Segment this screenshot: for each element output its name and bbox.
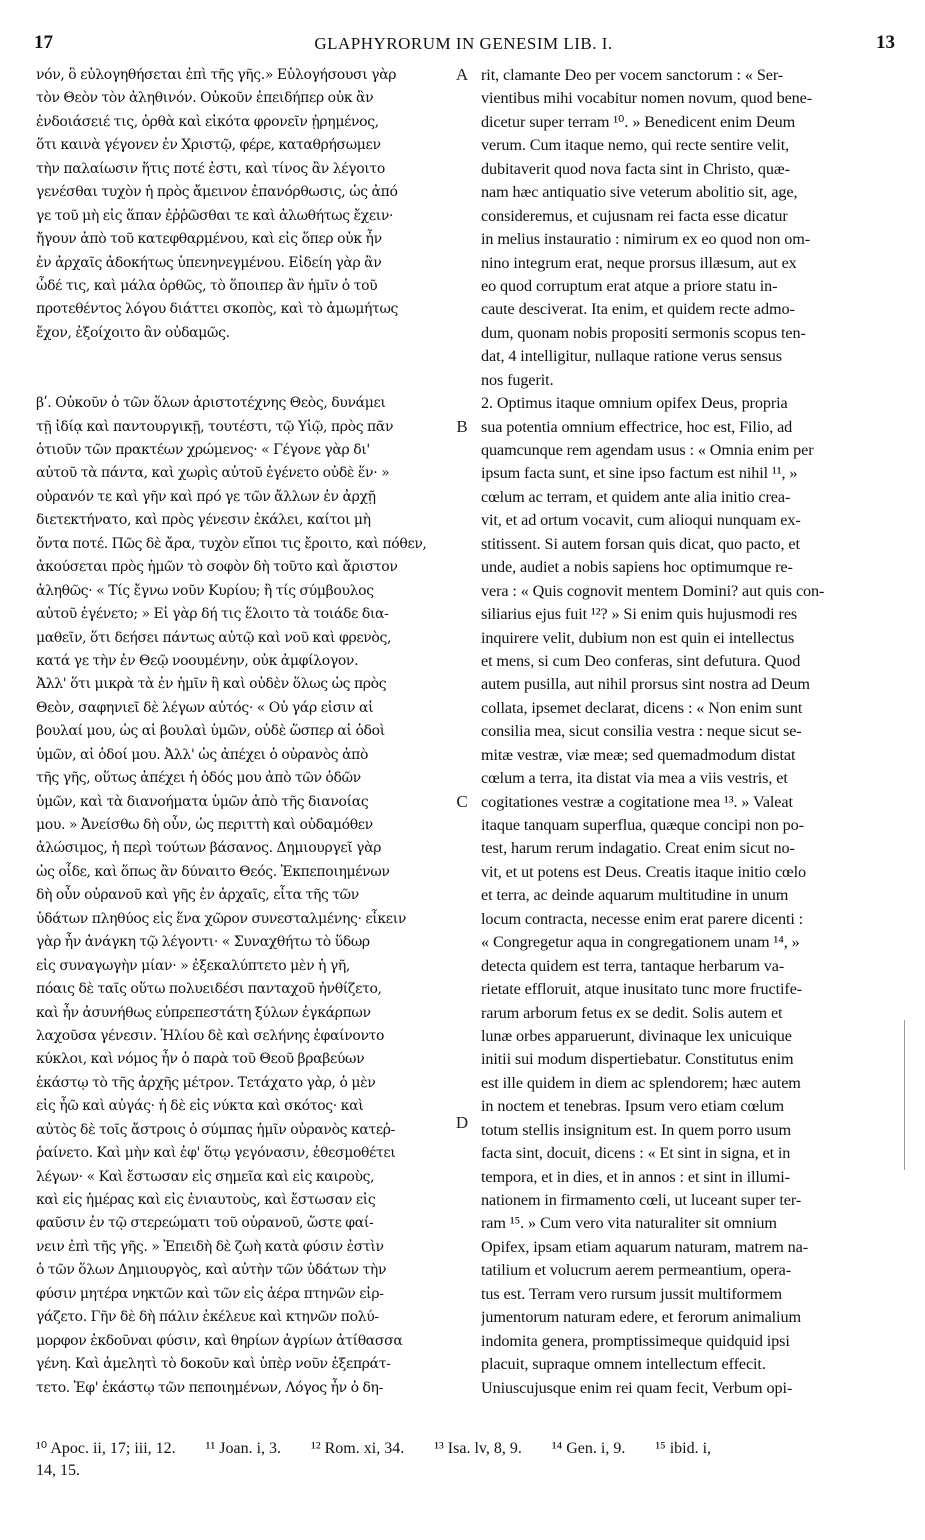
greek-text-line: βουλαί μου, ὡς αἱ βουλαὶ ὑμῶν, οὐδὲ ὥσπερ αἱ ὁδοὶ (36, 723, 385, 740)
greek-column (36, 64, 456, 1400)
latin-text-line: rit, clamante Deo per vocem sanctorum : « Ser- (481, 66, 784, 84)
greek-text-line: ῥαίνετο. Καὶ μὴν καὶ ἐφ' ὅτῳ γεγόνασιν, ἐθεσμοθέτει (36, 1145, 396, 1162)
greek-text-line: αὐτοῦ ἐγένετο; » Εἰ γὰρ δή τις ἕλοιτο τὰ τοιάδε δια- (36, 606, 389, 623)
latin-text-line: ipsum facta sunt, et sine ipso factum est nihil ¹¹, » (481, 464, 798, 483)
latin-text-line: unde, audiet a nobis sapiens hoc optimumque re- (481, 558, 793, 577)
latin-text-line: cœlum ac terram, et quidem ante alia initio crea- (481, 487, 791, 506)
latin-text-line: et mens, si cum Deo conferas, sint defutura. Quod (481, 651, 801, 670)
greek-text-line: τὴν παλαίωσιν ἥτις ποτέ ἐστι, καὶ τίνος ἂν λέγοιτο (36, 160, 385, 177)
footnote: 14, 15. (36, 1462, 80, 1479)
footnote: ¹⁵ ibid. i, (655, 1440, 712, 1457)
margin-letter-c: C (456, 792, 468, 811)
greek-text-line: λαχοῦσα γένεσιν. Ἡλίου δὲ καὶ σελήνης ἐφαίνοντο (36, 1027, 385, 1044)
greek-text-line: προτεθέντος λόγου διάττει σκοπὸς, καὶ τὸ ἀμωμήτως (36, 301, 399, 318)
greek-text-line: ἔχον, ἐξοίχοιτο ἂν οὐδαμῶς. (36, 324, 230, 341)
greek-text-line: γάζετο. Γῆν δὲ δὴ πάλιν ἐκέλευε καὶ κτηνῶν πολύ- (36, 1309, 379, 1326)
greek-text-line: ὑδάτων πληθύος εἰς ἕνα χῶρον συνεσταλμένης· εἶκειν (36, 910, 407, 927)
latin-text-line: est ille quidem in diem ac splendorem; hæc autem (481, 1073, 801, 1092)
latin-text-line: dum, quonam nobis propositi sermonis scopus ten- (481, 323, 806, 342)
latin-text-line: rarum arborum fetus ex se dedit. Solis autem et (481, 1003, 783, 1022)
greek-text-line: Ἀλλ' ὅτι μικρὰ τὰ ἐν ἡμῖν ἢ καὶ οὐδὲν ὅλως ὡς πρὸς (36, 676, 387, 693)
latin-text-line: initii sui modum dispertiebatur. Constitutus enim (481, 1050, 794, 1069)
latin-text-line: vit, et ad ortum vocavit, cum alioqui nunquam ex- (481, 511, 801, 530)
latin-text-line: collata, ipsemet declarat, dicens : « Non enim sunt (481, 698, 803, 717)
greek-text-line: τὸν Θεὸν τὸν ἀληθινόν. Οὐκοῦν ἐπειδήπερ οὐκ ἂν (36, 90, 374, 107)
greek-text-line: ὅτι καινὰ γέγονεν ἐν Χριστῷ, φέρε, καταθρήσωμεν (36, 137, 381, 154)
greek-text-line: γὰρ ἦν ἀνάγκη τῷ λέγοντι· « Συναχθήτω τὸ ὕδωρ (36, 934, 370, 951)
greek-text-line: Θεὸν, σαφηνιεῖ δὲ λέγων αὐτός· « Οὐ γάρ εἰσιν αἱ (36, 699, 374, 716)
latin-text-line: tatilium et volucrum aerem permeantium, opera- (481, 1261, 792, 1280)
greek-text-line: φαῦσιν ἐν τῷ στερεώματι τοῦ οὐρανοῦ, ὥστε φαί- (36, 1215, 374, 1232)
latin-text-line: cœlum a terra, ita distat via mea a viis vestris, et (481, 769, 788, 788)
greek-text-line: ἀλώσιμος, ἡ περὶ τούτων βάσανος. Δημιουργεῖ γὰρ (36, 840, 382, 857)
greek-text-line: ἀκούσεται πρὸς ἡμῶν τὸ σοφὸν δὴ τοῦτο καὶ ἄριστον (36, 559, 398, 576)
footnote-row (36, 1460, 897, 1482)
footnote: ¹³ Isa. lv, 8, 9. (434, 1440, 522, 1457)
greek-text-line: ὡς οἶδε, καὶ ὅπως ἂν δύναιτο Θεός. Ἐκπεποιημένων (36, 863, 390, 880)
greek-text-line: ἤγουν ἀπὸ τοῦ κατεφθαρμένου, καὶ εἰς ὅπερ οὐκ ἦν (36, 231, 382, 248)
greek-text-line: φύσιν μητέρα νηκτῶν καὶ τῶν εἰς ἀέρα πτηνῶν εἰρ- (36, 1285, 384, 1302)
greek-text-line: ὑμῶν, καὶ τὰ διανοήματα ὑμῶν ἀπὸ τῆς διανοίας (36, 793, 369, 810)
greek-text-line: τῆς γῆς, οὕτως ἀπέχει ἡ ὁδός μου ἀπὸ τῶν ὁδῶν (36, 770, 361, 787)
greek-text-line: ἐνδοιάσειέ τις, ὀρθὰ καὶ εἰκότα φρονεῖν ᾐρημένος, (36, 113, 379, 130)
margin-letter-d: D (455, 1113, 469, 1132)
latin-text-line: test, harum rerum indagatio. Creat enim sicut no- (481, 839, 795, 858)
latin-text-line: lunæ orbes apparuerunt, divinaque lex unicuique (481, 1026, 792, 1045)
greek-text-line: εἰς συναγωγὴν μίαν· » ἐξεκαλύπτετο μὲν ἡ γῆ, (36, 957, 351, 974)
greek-text-line: ἑκάστῳ τὸ τῆς ἀρχῆς μέτρον. Τετάχατο γὰρ, ὁ μὲν (36, 1074, 376, 1091)
latin-text-line: 2. Optimus itaque omnium opifex Deus, propria (481, 394, 788, 413)
latin-text-line: vera : « Quis cognovit mentem Domini? aut quis con- (481, 581, 825, 600)
footnotes (36, 1438, 897, 1482)
latin-text-line: nos fugerit. (481, 370, 554, 389)
latin-column (481, 64, 893, 1400)
greek-text-line: τετο. Ἐφ' ἑκάστῳ τῶν πεποιημένων, Λόγος ἦν ὁ δη- (36, 1379, 383, 1396)
footnote: ¹⁴ Gen. i, 9. (551, 1440, 626, 1457)
margin-letter-b: B (456, 417, 468, 436)
latin-text-line: placuit, supraque omnem intellectum effecit. (481, 1355, 766, 1374)
latin-text-line: eo quod corruptum erat atque a priore statu in- (481, 276, 778, 295)
greek-text-line: εἰς ἦῶ καὶ αὐγάς· ἡ δὲ εἰς νύκτα καὶ σκότος· καὶ (36, 1098, 364, 1115)
latin-text-line: Opifex, ipsam etiam aquarum naturam, matrem na- (481, 1237, 809, 1256)
latin-text-line: consideremus, et cujusnam rei facta esse dicatur (481, 206, 788, 225)
latin-text-line: rietate effloruit, atque inusitato tunc more fructife- (481, 980, 803, 999)
greek-text-line: οὐρανόν τε καὶ γῆν καὶ πρό γε τῶν ἄλλων ἐν ἀρχῇ (36, 488, 376, 505)
greek-text-line: ὁτιοῦν τῶν πρακτέων χρώμενος· « Γέγονε γὰρ δι' (36, 442, 370, 458)
greek-text-line: δὴ οὖν οὐρανοῦ καὶ γῆς ἐν ἀρχαῖς, εἶτα τῆς τῶν (36, 887, 359, 904)
latin-text-line: in melius instauratio : nimirum ex eo quod non om- (481, 230, 811, 249)
greek-text-line: ἐν ἀρχαῖς ἀδοκήτως ὑπενηνεγμένου. Εἰδείη γὰρ ἂν (36, 254, 382, 271)
latin-text-line: tempora, et in dies, et in annos : et sint in illumi- (481, 1167, 790, 1186)
latin-text-line: vientibus mihi vocabitur nomen novum, quod bene- (481, 89, 813, 108)
greek-text-line: αὐτοῦ τὰ πάντα, καὶ χωρὶς αὐτοῦ ἐγένετο οὐδὲ ἕν· » (36, 465, 390, 482)
greek-text-line: λέγων· « Καὶ ἔστωσαν εἰς σημεῖα καὶ εἰς καιροὺς, (36, 1168, 375, 1185)
greek-text-line: γενέσθαι τυχὸν ἡ πρὸς ἄμεινον ἐπανόρθωσις, ὡς ἀπό (36, 184, 398, 201)
latin-text-line: ram ¹⁵. » Cum vero vita naturaliter sit omnium (481, 1214, 777, 1233)
greek-text-line: γένη. Καὶ ἀμελητὶ τὸ δοκοῦν καὶ ὑπὲρ νοῦν ἐξεπράτ- (36, 1356, 391, 1373)
latin-text-line: itaque tanquam superflua, quæque concipi non po- (481, 816, 804, 834)
margin-letter-a: A (455, 65, 469, 84)
latin-text-line: cogitationes vestræ a cogitatione mea ¹³. » Valeat (481, 792, 793, 811)
page-number-left: 17 (34, 32, 53, 53)
page-number-right: 13 (876, 32, 895, 53)
greek-text-line: ὧδέ τις, καὶ μάλα ὀρθῶς, τὸ ὅποιπερ ἂν ἡμῖν ὁ τοῦ (36, 277, 378, 294)
latin-text-line: vit, et ut potens est Deus. Creatis itaque initio cœlo (481, 862, 807, 881)
footnote: ¹⁰ Apoc. ii, 17; iii, 12. (36, 1440, 176, 1457)
latin-text-line: detecta quidem est terra, tantaque herbarum va- (481, 956, 785, 975)
latin-text-line: in noctem et tenebras. Ipsum vero etiam cœlum (481, 1097, 784, 1116)
greek-text-line: τῇ ἰδίᾳ καὶ παντουργικῇ, τουτέστι, τῷ Υἱῷ, πρὸς πᾶν (36, 418, 394, 435)
greek-text-line: καὶ ἦν ἀσυνήθως εὐπρεπεστάτη ξύλων ἐγκάρπων (36, 1004, 371, 1021)
greek-text-line: μαθεῖν, ὅτι δεήσει πάντως αὐτῷ καὶ νοῦ καὶ φρενὸς, (36, 629, 392, 646)
latin-text-line: inquirere velit, dubium non est quin ei intellectus (481, 628, 795, 647)
latin-text-line: sua potentia omnium effectrice, hoc est, Filio, ad (481, 417, 793, 436)
greek-text-line: καὶ εἰς ἡμέρας καὶ εἰς ἐνιαυτοὺς, καὶ ἔστωσαν εἰς (36, 1192, 376, 1208)
latin-text-line: nam hæc antiquatio sive veterum abolitio sit, age, (481, 183, 798, 202)
greek-text-line (36, 369, 456, 392)
greek-text-line: κύκλοι, καὶ νόμος ἦν ὁ παρὰ τοῦ Θεοῦ βραβεύων (36, 1051, 365, 1068)
latin-text-line: quamcunque rem agendam usus : « Omnia enim per (481, 441, 814, 459)
greek-text-line: βʹ. Οὐκοῦν ὁ τῶν ὅλων ἀριστοτέχνης Θεὸς, δυνάμει (36, 395, 386, 412)
running-title: GLAPHYRORUM IN GENESIM LIB. I. (314, 34, 613, 53)
footnote: ¹² Rom. xi, 34. (311, 1440, 405, 1457)
greek-text-line: διετεκτήνατο, καὶ πρὸς γένεσιν ἐκάλει, καίτοι μὴ (36, 512, 371, 529)
running-head (30, 30, 897, 56)
greek-text-line: πόαις δὲ ταῖς οὕτω πολυειδέσι πανταχοῦ ἠνθίζετο, (36, 981, 382, 998)
latin-text-line: jumentorum naturam edere, et ferorum animalium (481, 1308, 801, 1327)
footnote-row (36, 1438, 897, 1460)
latin-text-line: siliarius ejus fuit ¹²? » Si enim quis hujusmodi res (481, 605, 798, 624)
latin-text-line: mitæ vestræ, viæ meæ; sed quemadmodum distat (481, 745, 796, 764)
margin-rule (904, 1020, 909, 1170)
latin-text-line: dat, 4 intelligitur, nullaque ratione verus sensus (481, 347, 782, 366)
latin-text-line: caute desciverat. Ita enim, et quidem recte admo- (481, 300, 795, 319)
latin-text-line: dubitaverit quod nova facta sint in Christo, quæ- (481, 159, 790, 178)
greek-text-line: νειν ἐπὶ τῆς γῆς. » Ἐπειδὴ δὲ ζωὴ κατὰ φύσιν ἐστὶν (36, 1238, 384, 1255)
latin-text-line: nino integrum erat, neque prorsus illæsum, aut ex (481, 253, 797, 272)
latin-text-line: indomita genera, promptissimeque quidquid ipsi (481, 1331, 790, 1350)
greek-text-line: ἀληθῶς· « Τίς ἔγνω νοῦν Κυρίου; ἢ τίς σύμβουλος (36, 582, 374, 599)
latin-text-line: dicetur super terram ¹⁰. » Benedicent enim Deum (481, 112, 796, 131)
greek-text-line: ὁ τῶν ὅλων Δημιουργὸς, καὶ αὐτὴν τῶν ὑδάτων τὴν (36, 1262, 387, 1279)
latin-text-line: et terra, ac deinde aquarum multitudine in unum (481, 886, 789, 905)
latin-text-line: locum contracta, necesse enim erat parere dicenti : (481, 909, 804, 928)
greek-text-line: νόν, ὃ εὐλογηθήσεται ἐπὶ τῆς γῆς.» Εὐλογήσουσι γὰρ (36, 67, 397, 83)
greek-text-line (36, 345, 456, 368)
latin-text-line: « Congregetur aqua in congregationem unam ¹⁴, » (481, 933, 800, 952)
latin-text-line: stitissent. Si autem forsan quis dicat, quo pacto, et (481, 534, 800, 553)
greek-text-line: κατά γε τὴν ἐν Θεῷ νοουμένην, οὐκ ἀμφίλογον. (36, 652, 359, 669)
latin-text-line: verum. Cum itaque nemo, qui recte sentire velit, (481, 136, 790, 155)
greek-text-line: αὐτὸς δὲ τοῖς ἄστροις ὁ σύμπας ἡμῖν οὐρανὸς κατεῤ- (36, 1121, 396, 1138)
greek-text-line: μορφον ἐκδοῦναι φύσιν, καὶ θηρίων ἀγρίων ἀτίθασσα (36, 1332, 403, 1349)
latin-text-line: tus est. Terram vero rursum jussit multiformem (481, 1284, 783, 1303)
greek-text-line: μου. » Ἀνείσθω δὴ οὖν, ὡς περιττὴ καὶ οὐδαμόθεν (36, 817, 373, 833)
latin-text-line: nationem in firmamento cœli, ut luceant super ter- (481, 1191, 802, 1209)
latin-text-line: facta sint, docuit, dicens : « Et sint in signa, et in (481, 1144, 791, 1163)
latin-text-line: Uniuscujusque enim rei quam fecit, Verbum opi- (481, 1378, 793, 1397)
greek-text-line: γε τοῦ μὴ εἰς ἅπαν ἐῤῥῶσθαι τε καὶ ἀλωθήτως ἔχειν· (36, 207, 394, 224)
greek-text-line: ὑμῶν, αἱ ὁδοί μου. Ἀλλ' ὡς ἀπέχει ὁ οὐρανὸς ἀπὸ (36, 746, 369, 763)
latin-text-line: totum stellis insignitum est. In quem porro usum (481, 1120, 791, 1139)
footnote: ¹¹ Joan. i, 3. (205, 1440, 282, 1457)
latin-text-line: autem pusilla, aut nihil prorsus sint nostra ad Deum (481, 675, 810, 694)
greek-text-line: ὄντα ποτέ. Πῶς δὲ ἄρα, τυχὸν εἴποι τις ἔροιτο, καὶ πόθεν, (36, 535, 427, 552)
latin-text-line: consilia mea, sicut consilia vestra : neque sicut se- (481, 722, 802, 741)
